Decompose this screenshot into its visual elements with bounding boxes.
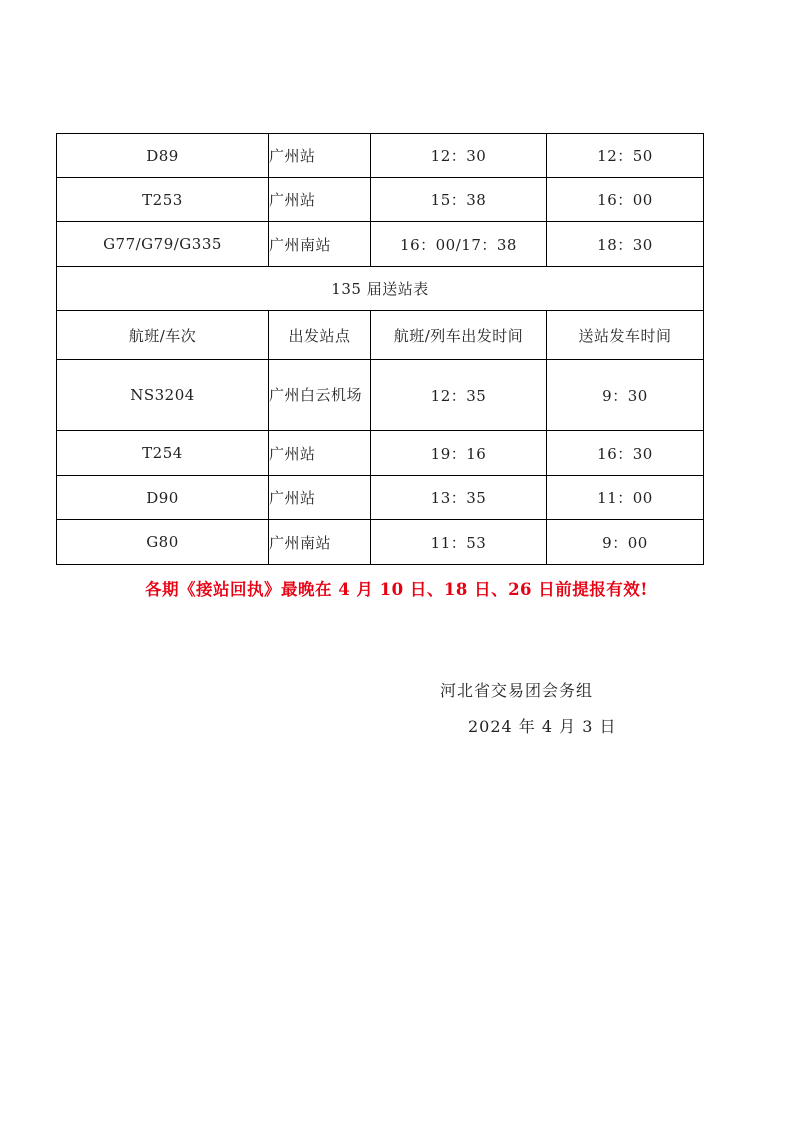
station-name: 广州站 xyxy=(269,431,371,476)
table-row xyxy=(57,134,704,178)
depart-time: 11：53 xyxy=(371,520,547,565)
column-header-station: 出发站点 xyxy=(269,311,371,360)
section-title-row xyxy=(57,267,704,311)
schedule-table xyxy=(56,133,704,565)
table-row xyxy=(57,360,704,431)
train-number: T254 xyxy=(57,431,269,476)
header-row xyxy=(57,311,704,360)
send-time: 11：00 xyxy=(547,476,704,520)
train-number: D90 xyxy=(57,476,269,520)
column-header-send-time: 送站发车时间 xyxy=(547,311,704,360)
arrival-time: 16：00/17：38 xyxy=(371,222,547,267)
table-row xyxy=(57,431,704,476)
train-number: T253 xyxy=(57,178,269,222)
send-table-title: 135 届送站表 xyxy=(57,267,704,311)
table-row xyxy=(57,222,704,267)
column-header-depart-time: 航班/列车出发时间 xyxy=(371,311,547,360)
station-name: 广州站 xyxy=(269,134,371,178)
column-header-train: 航班/车次 xyxy=(57,311,269,360)
depart-time: 13：35 xyxy=(371,476,547,520)
table-row xyxy=(57,178,704,222)
train-number: D89 xyxy=(57,134,269,178)
table-row xyxy=(57,520,704,565)
station-name: 广州南站 xyxy=(269,222,371,267)
signature-organization: 河北省交易团会务组 xyxy=(440,681,594,700)
train-number: G77/G79/G335 xyxy=(57,222,269,267)
arrival-time: 12：30 xyxy=(371,134,547,178)
send-time: 16：30 xyxy=(547,431,704,476)
depart-time: 19：16 xyxy=(371,431,547,476)
deadline-notice: 各期《接站回执》最晚在 4 月 10 日、18 日、26 日前提报有效! xyxy=(144,580,649,599)
pickup-time: 18：30 xyxy=(547,222,704,267)
station-name: 广州站 xyxy=(269,476,371,520)
pickup-time: 16：00 xyxy=(547,178,704,222)
arrival-time: 15：38 xyxy=(371,178,547,222)
table-row xyxy=(57,476,704,520)
train-number: NS3204 xyxy=(57,360,269,431)
train-number: G80 xyxy=(57,520,269,565)
signature-date: 2024 年 4 月 3 日 xyxy=(468,717,617,736)
station-name: 广州站 xyxy=(269,178,371,222)
send-time: 9：30 xyxy=(547,360,704,431)
send-time: 9：00 xyxy=(547,520,704,565)
station-name: 广州白云机场 xyxy=(269,360,371,431)
depart-time: 12：35 xyxy=(371,360,547,431)
pickup-time: 12：50 xyxy=(547,134,704,178)
station-name: 广州南站 xyxy=(269,520,371,565)
